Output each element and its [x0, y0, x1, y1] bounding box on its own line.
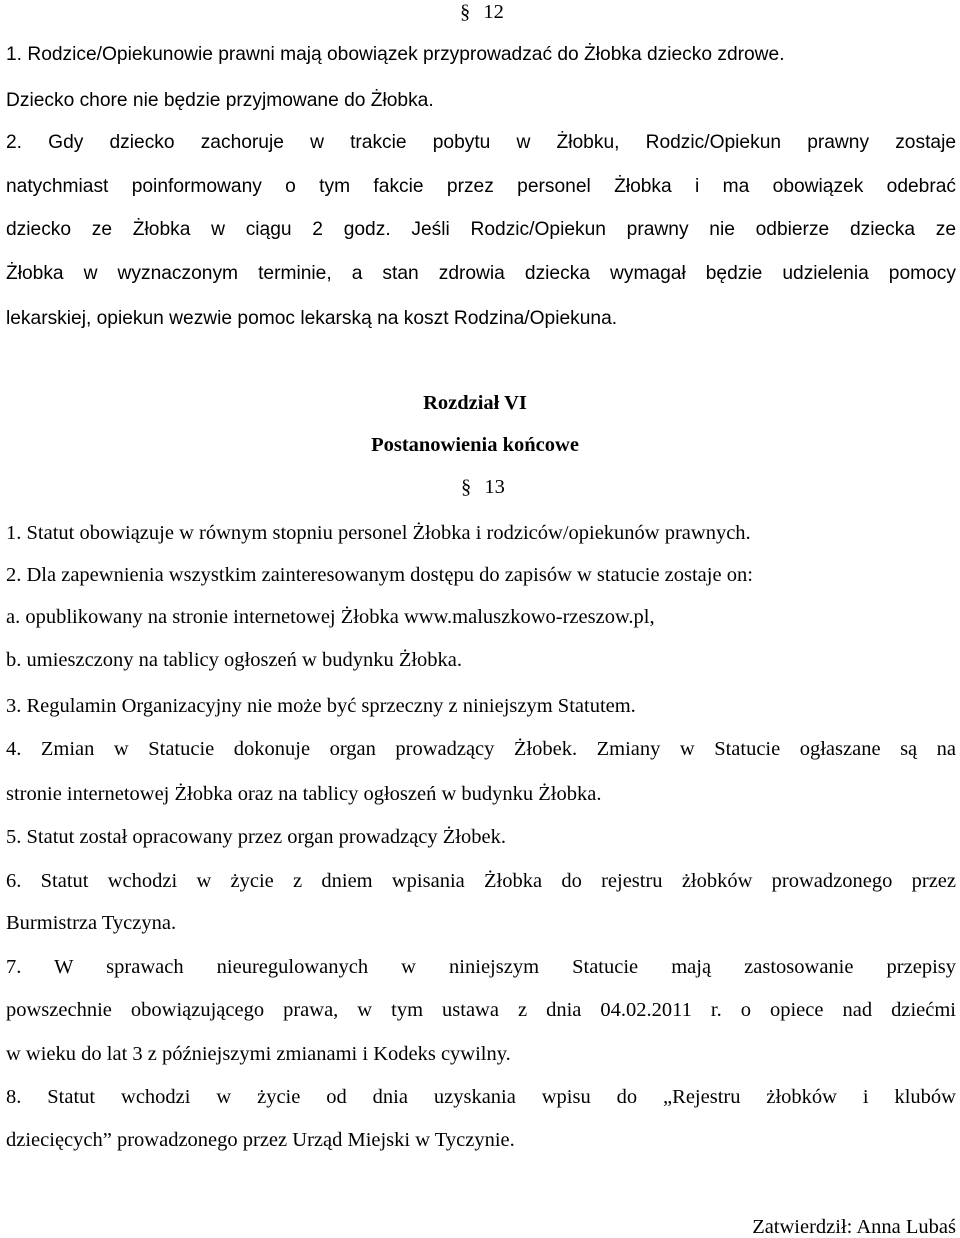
chapter-title: Rozdział VI: [423, 392, 527, 414]
section-symbol: §: [461, 476, 472, 498]
paragraph-line: stronie internetowej Żłobka oraz na tablicy ogłoszeń w budynku Żłobka.: [6, 783, 602, 805]
paragraph-line: powszechnie obowiązującego prawa, w tym ustawa z dnia 04.02.2011 r. o opiece nad dziećmi: [6, 999, 956, 1021]
paragraph-line: dziecięcych” prowadzonego przez Urząd Miejski w Tyczynie.: [6, 1129, 515, 1151]
paragraph-line: b. umieszczony na tablicy ogłoszeń w budynku Żłobka.: [6, 649, 463, 671]
paragraph-line: 8. Statut wchodzi w życie od dnia uzyskania wpisu do „Rejestru żłobków i klubów: [6, 1086, 956, 1108]
paragraph-line: w wieku do lat 3 z późniejszymi zmianami i Kodeks cywilny.: [6, 1043, 511, 1065]
paragraph-line: 2. Dla zapewnienia wszystkim zainteresowanym dostępu do zapisów w statucie zostaje on:: [6, 564, 753, 586]
paragraph-line: dziecko ze Żłobka w ciągu 2 godz. Jeśli Rodzic/Opiekun prawny nie odbierze dziecka ze: [6, 219, 956, 240]
paragraph-line: 3. Regulamin Organizacyjny nie może być sprzeczny z niniejszym Statutem.: [6, 695, 636, 717]
paragraph-line: Dziecko chore nie będzie przyjmowane do Żłobka.: [6, 90, 434, 111]
section-symbol: §: [460, 1, 471, 23]
section-13-heading: [461, 477, 505, 498]
paragraph-line: lekarskiej, opiekun wezwie pomoc lekarską na koszt Rodzina/Opiekuna.: [6, 308, 618, 329]
paragraph-line: 5. Statut został opracowany przez organ prowadzący Żłobek.: [6, 826, 506, 848]
paragraph-line: Żłobka w wyznaczonym terminie, a stan zdrowia dziecka wymagał będzie udzielenia pomocy: [6, 263, 956, 284]
paragraph-line: 7. W sprawach nieuregulowanych w niniejszym Statucie mają zastosowanie przepisy: [6, 956, 956, 978]
section-number: 12: [483, 1, 504, 23]
paragraph-line: 1. Rodzice/Opiekunowie prawni mają obowiązek przyprowadzać do Żłobka dziecko zdrowe.: [6, 44, 785, 65]
section-12-heading: [460, 2, 504, 23]
section-number: 13: [484, 476, 505, 498]
paragraph-line: a. opublikowany na stronie internetowej Żłobka www.maluszkowo-rzeszow.pl,: [6, 606, 655, 628]
chapter-subtitle: Postanowienia końcowe: [371, 434, 579, 456]
paragraph-line: natychmiast poinformowany o tym fakcie przez personel Żłobka i ma obowiązek odebrać: [6, 176, 956, 197]
paragraph-line: 4. Zmian w Statucie dokonuje organ prowadzący Żłobek. Zmiany w Statucie ogłaszane są na: [6, 738, 956, 760]
paragraph-line: 6. Statut wchodzi w życie z dniem wpisania Żłobka do rejestru żłobków prowadzonego przez: [6, 870, 956, 892]
paragraph-line: Burmistrza Tyczyna.: [6, 912, 177, 934]
paragraph-line: 2. Gdy dziecko zachoruje w trakcie pobytu w Żłobku, Rodzic/Opiekun prawny zostaje: [6, 132, 956, 153]
signature: Zatwierdził: Anna Lubaś: [752, 1216, 956, 1238]
paragraph-line: 1. Statut obowiązuje w równym stopniu personel Żłobka i rodziców/opiekunów prawnych.: [6, 522, 751, 544]
